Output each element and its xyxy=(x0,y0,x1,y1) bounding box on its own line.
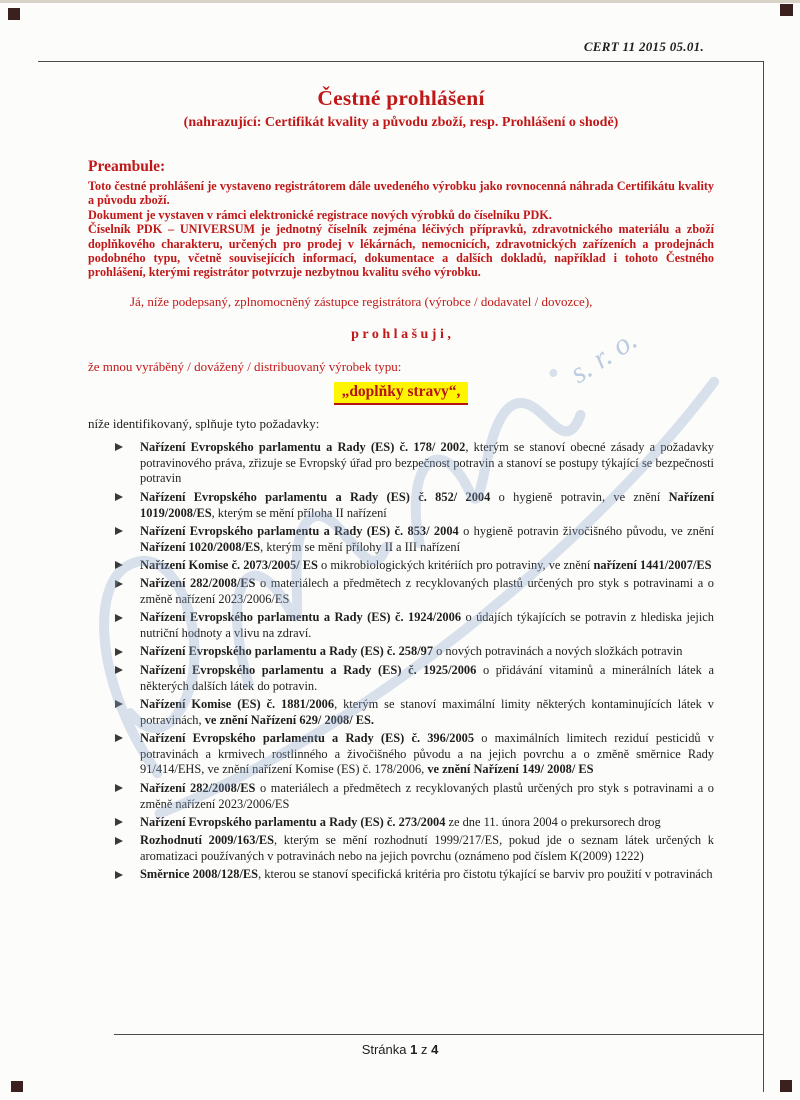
footer-text-segment: Stránka xyxy=(361,1042,411,1057)
arrowhead-bullet-icon xyxy=(115,837,123,845)
requirements-list xyxy=(88,440,714,883)
requirement-text: Nařízení Evropského parlamentu a Rady (ES) č. 1925/2006 o přidávání vitaminů a minerálních látek a některých dalších látek do potravin. xyxy=(140,662,714,693)
declaration-intro: Já, níže podepsaný, zplnomocněný zástupce registrátora (výrobce / dodavatel / dovozce), xyxy=(130,293,593,309)
requirement-item xyxy=(114,644,714,660)
requirement-item xyxy=(114,558,714,574)
requirement-item xyxy=(114,867,714,883)
requirement-text: Rozhodnutí 2009/163/ES, kterým se mění rozhodnutí 1999/217/ES, pokud jde o seznam látek určených k aromatizaci používaných v potravinách nebo na jejich povrchu (oznámeno pod číslem K(2009) 1222) xyxy=(140,833,714,863)
requirement-item xyxy=(114,524,714,556)
requirement-item xyxy=(114,663,714,695)
header-rule xyxy=(38,61,764,62)
arrowhead-bullet-icon xyxy=(115,648,123,656)
arrowhead-bullet-icon xyxy=(115,784,123,792)
requirement-item xyxy=(114,440,714,487)
product-type-highlight: „doplňky stravy“, xyxy=(334,382,469,405)
requirement-text: Nařízení Evropského parlamentu a Rady (ES) č. 1924/2006 o údajích týkajících se potravin z hlediska jejich nutriční hodnoty a vlivu na zdraví. xyxy=(140,610,714,641)
arrowhead-bullet-icon xyxy=(115,493,123,501)
arrowhead-bullet-icon xyxy=(115,527,123,535)
document-title: Čestné prohlášení xyxy=(317,86,485,110)
arrowhead-bullet-icon xyxy=(115,580,123,588)
requirement-item xyxy=(114,697,714,729)
footer-text-segment: 1 xyxy=(410,1042,418,1057)
requirement-text: Nařízení 282/2008/ES o materiálech a předmětech z recyklovaných plastů určených pro styk s potravinami a o změně nařízení 2023/2006/ES xyxy=(140,576,714,607)
scan-corner-mark xyxy=(11,1081,23,1092)
requirement-item xyxy=(114,815,714,831)
preamble-paragraph: Toto čestné prohlášení je vystaveno registrátorem dále uvedeného výrobku jako rovnocenná náhrada Certifikátu kvality a původu zboží. xyxy=(88,179,714,208)
product-type-line: že mnou vyráběný / dovážený / distribuovaný výrobek typu: xyxy=(88,358,402,374)
document-subtitle: (nahrazující: Certifikát kvality a původu zboží, resp. Prohlášení o shodě) xyxy=(183,115,619,130)
document-code: CERT 11 2015 05.01. xyxy=(583,39,704,54)
watermark-text: s. r. o. xyxy=(564,322,644,390)
preamble-paragraph: Dokument je vystaven v rámci elektronické registrace nových výrobků do číselníku PDK. xyxy=(88,207,552,222)
right-border-rule xyxy=(763,61,764,1092)
document-body xyxy=(88,86,714,886)
requirement-text: Nařízení Evropského parlamentu a Rady (ES) č. 852/ 2004 o hygieně potravin, ve znění Nařízení 1019/2008/ES, kterým se mění příloha II nařízení xyxy=(140,489,715,520)
requirement-text: Směrnice 2008/128/ES, kterou se stanoví specifická kritéria pro čistotu týkající se barviv pro použití v potravinách xyxy=(140,867,713,882)
scan-edge-artifact xyxy=(0,0,800,3)
scan-corner-mark xyxy=(780,1080,792,1092)
arrowhead-bullet-icon xyxy=(115,734,123,742)
footer-text-segment: z xyxy=(417,1042,432,1057)
requirement-text: Nařízení Komise (ES) č. 1881/2006, kterým se stanoví maximální limity některých kontaminujících látek v potravinách, ve znění Nařízení 629/ 2008/ ES. xyxy=(140,696,714,727)
requirement-item xyxy=(114,833,714,865)
product-type-container xyxy=(88,382,714,405)
requirement-text: Nařízení Evropského parlamentu a Rady (ES) č. 853/ 2004 o hygieně potravin živočišného původu, ve znění Nařízení 1020/2008/ES, kterým se mění přílohy II a III nařízení xyxy=(140,523,715,554)
requirement-item xyxy=(114,610,714,642)
scan-corner-mark xyxy=(780,4,793,16)
requirement-text: Nařízení Evropského parlamentu a Rady (ES) č. 396/2005 o maximálních limitech reziduí pesticidů v potravinách a krmivech rostlinného a živočišného původu a na jejich povrchu a o změně směrnice Rady 91/414/EHS, ve znění nařízení Komise (ES) č. 178/2006, ve znění Nařízení 149/ 2008/ ES xyxy=(140,730,714,777)
requirement-text: Nařízení 282/2008/ES o materiálech a předmětech z recyklovaných plastů určených pro styk s potravinami a o změně nařízení 2023/2006/ES xyxy=(140,780,714,811)
footer-rule xyxy=(114,1034,763,1035)
arrowhead-bullet-icon xyxy=(115,871,123,879)
requirement-item xyxy=(114,576,714,608)
scan-corner-mark xyxy=(8,8,20,20)
requirement-item xyxy=(114,731,714,778)
arrowhead-bullet-icon xyxy=(115,561,123,569)
requirement-text: Nařízení Evropského parlamentu a Rady (ES) č. 273/2004 ze dne 11. února 2004 o prekursorech drog xyxy=(140,814,661,829)
requirement-text: Nařízení Evropského parlamentu a Rady (ES) č. 258/97 o nových potravinách a nových složkách potravin xyxy=(140,644,683,659)
preamble-heading: Preambule: xyxy=(88,158,166,175)
requirements-intro: níže identifikovaný, splňuje tyto požadavky: xyxy=(88,415,320,431)
preamble-paragraphs xyxy=(88,179,714,280)
arrowhead-bullet-icon xyxy=(115,818,123,826)
arrowhead-bullet-icon xyxy=(115,614,123,622)
requirement-text: Nařízení Komise č. 2073/2005/ ES o mikrobiologických kritériích pro potraviny, ve znění nařízení 1441/2007/ES xyxy=(140,557,712,572)
requirement-item xyxy=(114,490,714,522)
requirement-item xyxy=(114,781,714,813)
requirement-text: Nařízení Evropského parlamentu a Rady (ES) č. 178/ 2002, kterým se stanoví obecné zásady a požadavky potravinového práva, zřizuje se Evropský úřad pro bezpečnost potravin a stanoví se postupy týkající se bezpečnosti potravin xyxy=(140,439,714,486)
declaration-verb: p r o h l a š u j i , xyxy=(351,326,451,342)
arrowhead-bullet-icon xyxy=(115,700,123,708)
arrowhead-bullet-icon xyxy=(115,666,123,674)
arrowhead-bullet-icon xyxy=(115,443,123,451)
page-number xyxy=(0,1042,800,1057)
footer-text-segment: 4 xyxy=(431,1042,439,1057)
preamble-paragraph: Číselník PDK – UNIVERSUM je jednotný číselník zejména léčivých přípravků, zdravotnického materiálu a zboží doplňkového charakteru, určených pro prodej v lékárnách, nemocnicích, zdravotnických zařízeních a prodejnách podobného typu, včetně souvisejících informací, dokumentace a dalších dokladů, například i tohoto Čestného prohlášení, kterými registrátor potvrzuje nezbytnou kvalitu svého výrobku. xyxy=(88,222,714,280)
